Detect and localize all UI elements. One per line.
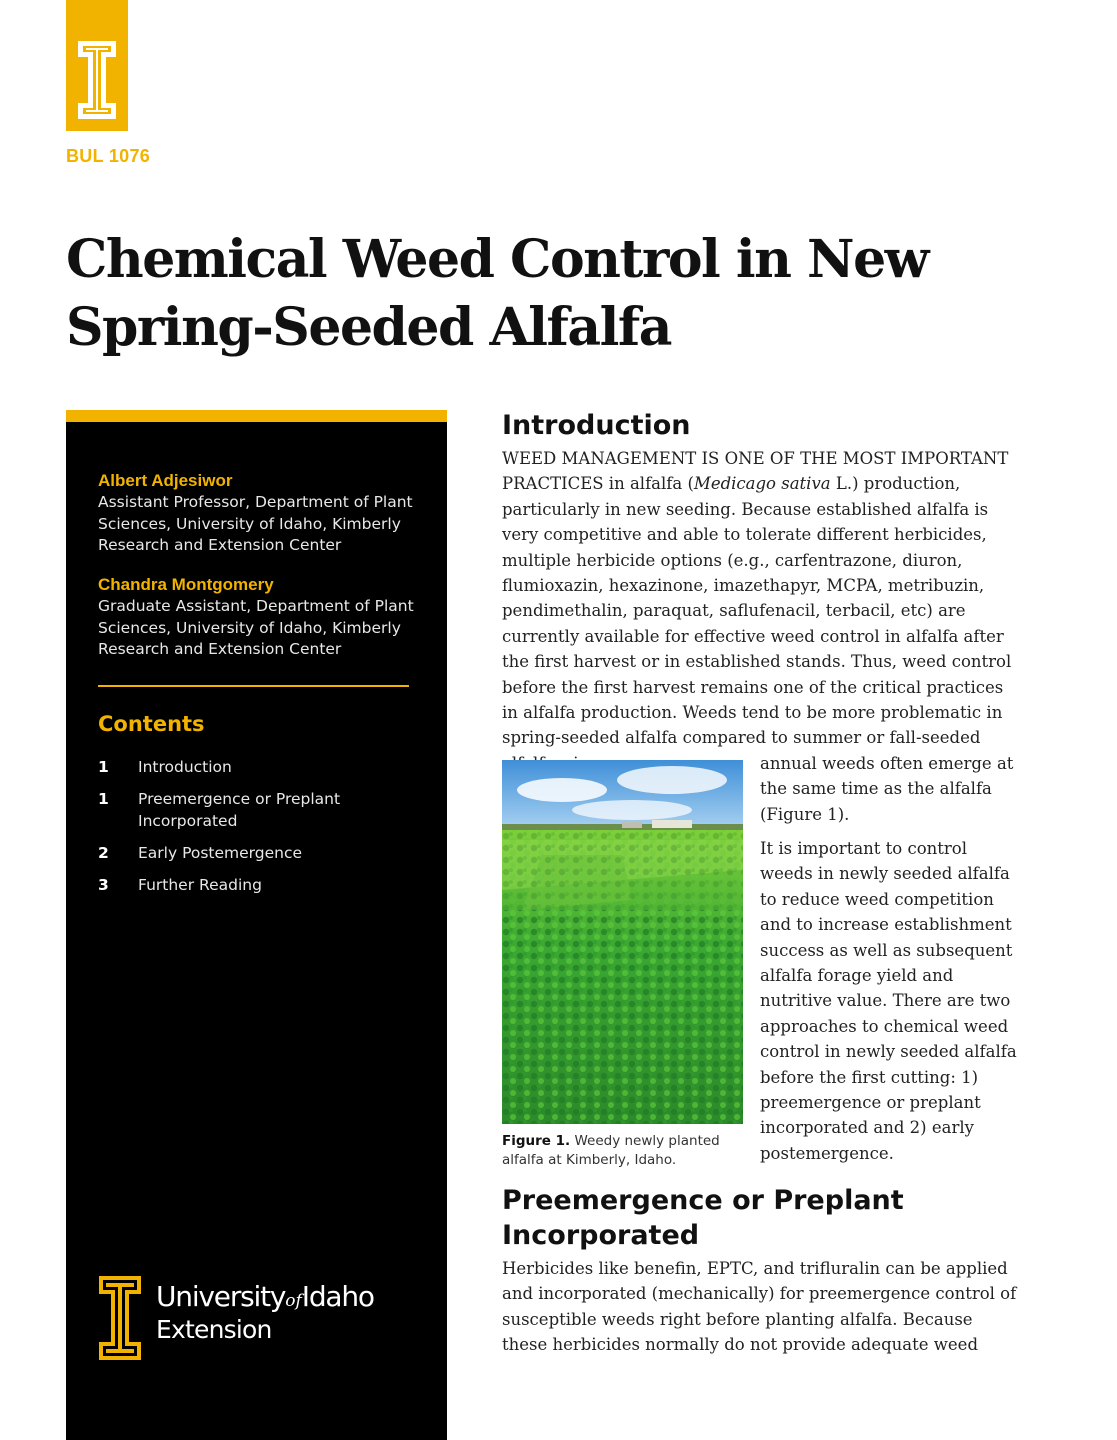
author-role: Assistant Professor, Department of Plant Sciences, University of Idaho, Kimberly Research and Extension Center [98,493,413,554]
contents-title: Contents [98,712,205,736]
university-of-idaho-extension-logo [98,1267,418,1362]
toc-page-number: 3 [98,876,109,894]
section-heading-preemergence: Preemergence or Preplant Incorporated [502,1185,904,1251]
logo-word-university: University [156,1280,286,1313]
intro-lead-text: WEED MANAGEMENT IS ONE OF THE MOST IMPORTANT PRACTICES in alfalfa ( [502,449,1009,494]
block-i-icon [98,1275,142,1361]
figure-label: Figure 1. [502,1133,571,1149]
toc-label: Early Postemergence [138,844,303,862]
author-2 [98,574,428,661]
author-name: Chandra Montgomery [98,575,274,594]
author-1 [98,470,428,557]
university-i-logo [66,0,128,131]
logo-wordmark [156,1281,374,1317]
intro-paragraph-1 [502,446,1024,776]
page-title: Chemical Weed Control in New Spring-Seeded Alfalfa [66,229,928,358]
intro-body-text: L.) production, particularly in new seeding. Because established alfalfa is very competitive and able to tolerate different herbicides, multiple herbicide options (e.g., carfentrazone, diuron, flumioxazin, hexazinone, imazethapyr, MCPA, metribuzin, pendimethalin, paraquat, saflufenacil, terbacil, etc) are currently available for effective weed control in alfalfa after the first harvest or in established stands. Thus, weed control before the first harvest remains one of the critical practices in alfalfa production. Weeds tend to be more problematic in spring-seeded alfalfa compared to summer or fall-seeded [502,474,1012,748]
logo-word-idaho: Idaho [301,1280,374,1313]
intro-paragraph-1-wrap: annual weeds often emerge at the same time as the alfalfa (Figure 1). [760,754,1014,824]
toc-page-number: 1 [98,790,109,808]
author-role: Graduate Assistant, Department of Plant Sciences, University of Idaho, Kimberly Research and Extension Center [98,597,414,658]
toc-label: Introduction [138,758,232,776]
toc-item-further-reading[interactable] [98,874,418,896]
alfalfa-field-photo [502,760,743,1124]
toc-page-number: 1 [98,758,109,776]
preemergence-paragraph-1: Herbicides like benefin, EPTC, and trifluralin can be applied and incorporated (mechanically) for preemergence control of susceptible weeds right before planting alfalfa. Because these herbicides normally do not provide adequate weed [502,1259,1017,1355]
toc-item-preemergence[interactable] [98,788,418,832]
section-heading-introduction: Introduction [502,410,691,441]
toc-item-introduction[interactable] [98,756,418,778]
toc-item-early-postemergence[interactable] [98,842,418,864]
species-name: Medicago sativa [693,474,831,494]
figure-caption-text: Weedy newly planted alfalfa at Kimberly, Idaho. [502,1133,720,1168]
toc-label: Further Reading [138,876,262,894]
figure-1-caption [502,1132,742,1170]
toc-page-number: 2 [98,844,109,862]
bulletin-number: BUL 1076 [66,146,151,166]
block-i-icon [77,40,117,120]
author-name: Albert Adjesiwor [98,471,233,490]
sidebar-divider [98,685,409,687]
logo-word-of: of [285,1291,302,1311]
sidebar [66,410,447,1440]
logo-extension: Extension [156,1315,272,1344]
toc-label: Preemergence or Preplant Incorporated [138,790,341,830]
intro-paragraph-2: It is important to control weeds in newly seeded alfalfa to reduce weed competition and to increase establishment success as well as subsequent alfalfa forage yield and nutritive value. There are two approaches to chemical weed control in newly seeded alfalfa before the first cutting: 1) preemergence or preplant incorporated and 2) early postemergence. [760,839,1017,1163]
figure-1-image [502,760,743,1124]
table-of-contents [98,756,418,906]
